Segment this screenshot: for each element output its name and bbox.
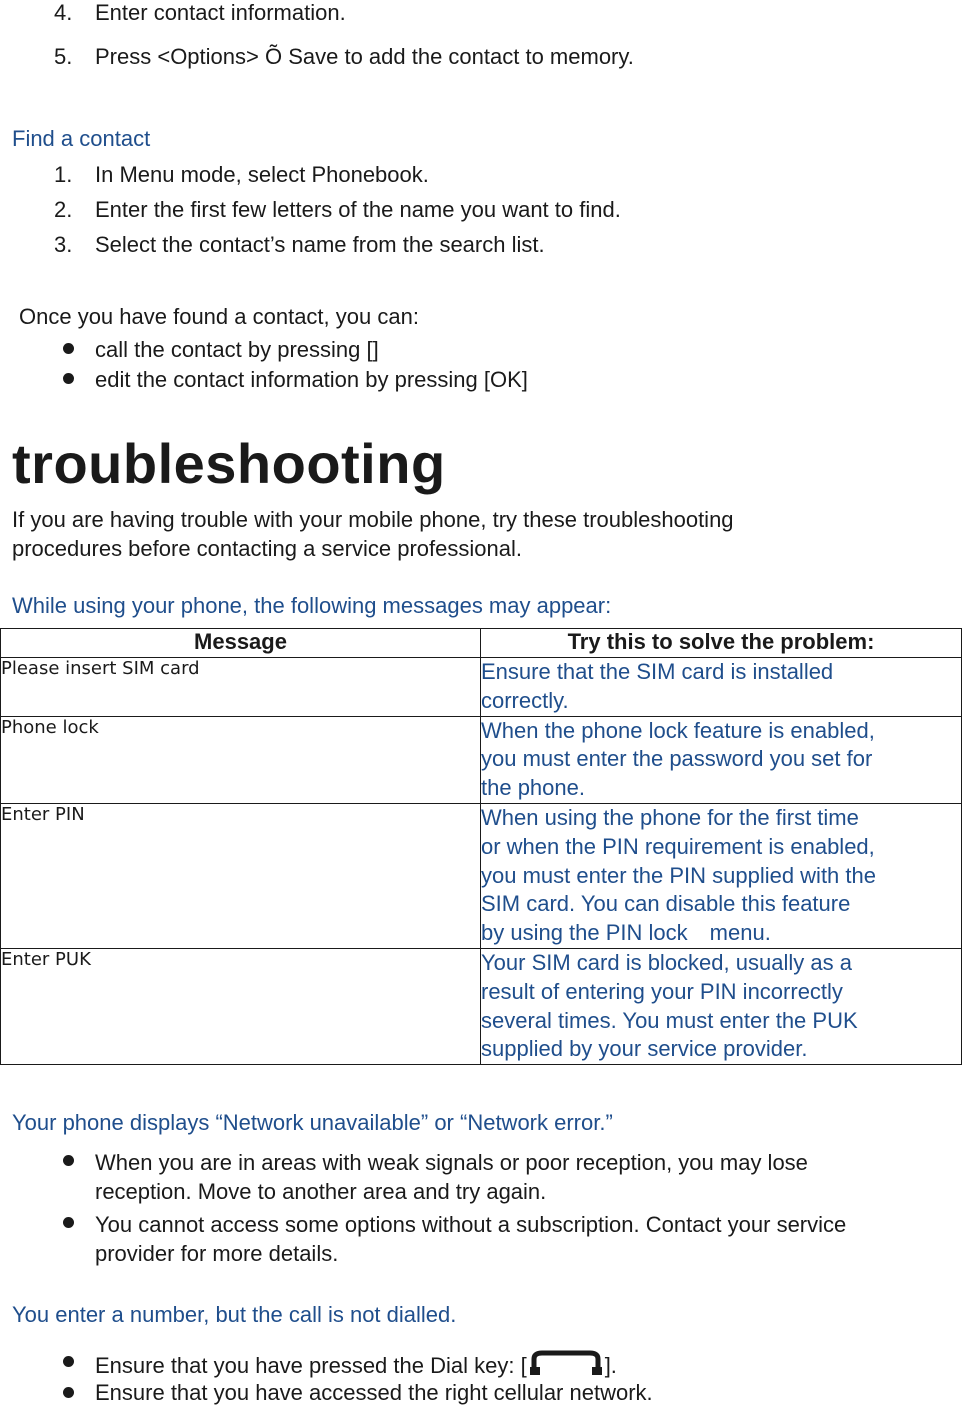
column-header-message: Message [1, 629, 481, 658]
intro-line: procedures before contacting a service professional. [12, 536, 522, 561]
bullet-line: provider for more details. [95, 1241, 339, 1266]
bullet-text-after: ]. [604, 1353, 617, 1378]
bullet-text: edit the contact information by pressing [OK] [95, 367, 528, 392]
bullet-icon [63, 373, 74, 384]
solution-line: When the phone lock feature is enabled, [481, 717, 875, 743]
bullet-icon [63, 1356, 74, 1367]
table-header-row [1, 629, 962, 658]
solution-cell [481, 948, 962, 1064]
step-text: In Menu mode, select Phonebook. [95, 162, 429, 187]
solution-line: by using the PIN lock menu. [481, 920, 771, 946]
table-row [1, 658, 962, 717]
solution-line: result of entering your PIN incorrectly [481, 978, 843, 1004]
message-cell: Enter PUK [1, 948, 481, 1064]
solution-line: you must enter the password you set for [481, 746, 873, 772]
section-heading-find-contact: Find a contact [12, 126, 151, 151]
step-text: Enter contact information. [95, 0, 346, 25]
solution-cell [481, 803, 962, 948]
solution-cell [481, 716, 962, 803]
contact-options-intro: Once you have found a contact, you can: [19, 304, 419, 329]
table-row [1, 716, 962, 803]
solution-line: correctly. [481, 687, 569, 713]
bullet-text: Ensure that you have accessed the right cellular network. [95, 1380, 653, 1405]
solution-line: supplied by your service provider. [481, 1036, 808, 1062]
intro-line: If you are having trouble with your mobile phone, try these troubleshooting [12, 507, 734, 532]
section-heading-network: Your phone displays “Network unavailable” or “Network error.” [12, 1110, 613, 1135]
solution-line: SIM card. You can disable this feature [481, 891, 851, 917]
step-number: 4. [54, 0, 73, 25]
bullet-icon [63, 1217, 74, 1228]
bullet-line: reception. Move to another area and try again. [95, 1179, 547, 1204]
section-heading-not-dialled: You enter a number, but the call is not dialled. [12, 1302, 457, 1327]
solution-line: you must enter the PIN supplied with the [481, 862, 876, 888]
solution-cell [481, 658, 962, 717]
step-number: 3. [54, 232, 73, 257]
bullet-icon [63, 1155, 74, 1166]
step-number: 1. [54, 162, 73, 187]
message-cell: Phone lock [1, 716, 481, 803]
bullet-text-before: Ensure that you have pressed the Dial key: [ [95, 1353, 527, 1378]
solution-line: several times. You must enter the PUK [481, 1007, 858, 1033]
step-text: Press <Options> Õ Save to add the contact to memory. [95, 44, 634, 69]
solution-line: Your SIM card is blocked, usually as a [481, 949, 852, 975]
bullet-text [95, 1210, 846, 1268]
table-row [1, 948, 962, 1064]
message-cell: Enter PIN [1, 803, 481, 948]
step-number: 2. [54, 197, 73, 222]
table-caption: While using your phone, the following messages may appear: [12, 593, 612, 618]
solution-line: When using the phone for the first time [481, 804, 859, 830]
bullet-text: call the contact by pressing [] [95, 337, 379, 362]
solution-line: or when the PIN requirement is enabled, [481, 833, 875, 859]
step-text: Select the contact’s name from the search list. [95, 232, 545, 257]
table-row [1, 803, 962, 948]
bullet-icon [63, 343, 74, 354]
solution-line: Ensure that the SIM card is installed [481, 659, 834, 684]
page-title: troubleshooting [12, 432, 446, 495]
messages-table [0, 628, 962, 1065]
bullet-text [95, 1349, 617, 1379]
dial-key-icon [528, 1349, 604, 1375]
bullet-text [95, 1148, 808, 1206]
step-text: Enter the first few letters of the name you want to find. [95, 197, 621, 222]
column-header-solution: Try this to solve the problem: [481, 629, 962, 658]
solution-line: the phone. [481, 775, 585, 801]
bullet-line: You cannot access some options without a subscription. Contact your service [95, 1212, 847, 1237]
step-number: 5. [54, 44, 73, 69]
message-cell: Please insert SIM card [1, 658, 481, 717]
bullet-icon [63, 1387, 74, 1398]
troubleshooting-intro [12, 505, 734, 563]
bullet-line: When you are in areas with weak signals or poor reception, you may lose [95, 1150, 808, 1175]
